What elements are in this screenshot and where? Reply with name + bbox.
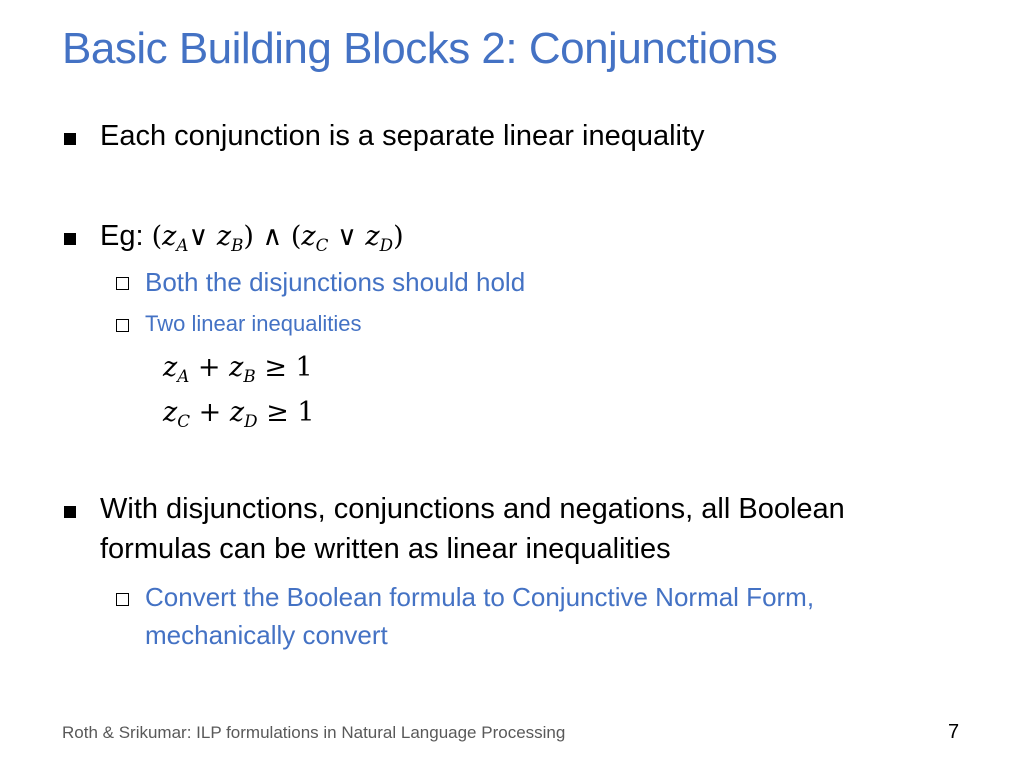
sub-bullet-text-line2: mechanically convert (145, 620, 388, 650)
eg-prefix: Eg: (100, 220, 144, 252)
bullet-marker (64, 506, 76, 518)
eg-formula: ($z_A\vee$ $z_B$) ∧ ($z_C$ ∨ $z_D$) (151, 221, 404, 255)
inequality-2: $z_C + z_D \ge 1$ (163, 397, 315, 431)
sub-bullet-text-line1: Convert the Boolean formula to Conjunctive Normal Form, (145, 582, 815, 612)
bullet-text: Each conjunction is a separate linear inequality (100, 120, 705, 152)
sub-bullet-text: Two linear inequalities (145, 311, 362, 336)
sub-bullet-marker (116, 277, 129, 290)
eg-line (100, 220, 404, 255)
slide-title: Basic Building Blocks 2: Conjunctions (62, 24, 778, 73)
page-number: 7 (948, 721, 960, 743)
bullet-text-line2: formulas can be written as linear inequalities (100, 533, 671, 565)
inequality-1: $z_A + z_B \ge 1$ (163, 352, 313, 386)
bullet-marker (64, 133, 76, 145)
sub-bullet-text: Both the disjunctions should hold (145, 267, 526, 297)
sub-bullet-marker (116, 319, 129, 332)
footer-text: Roth & Srikumar: ILP formulations in Natural Language Processing (62, 723, 566, 742)
sub-bullet-marker (116, 593, 129, 606)
bullet-marker (64, 233, 76, 245)
bullet-text-line1: With disjunctions, conjunctions and negations, all Boolean (100, 493, 845, 525)
